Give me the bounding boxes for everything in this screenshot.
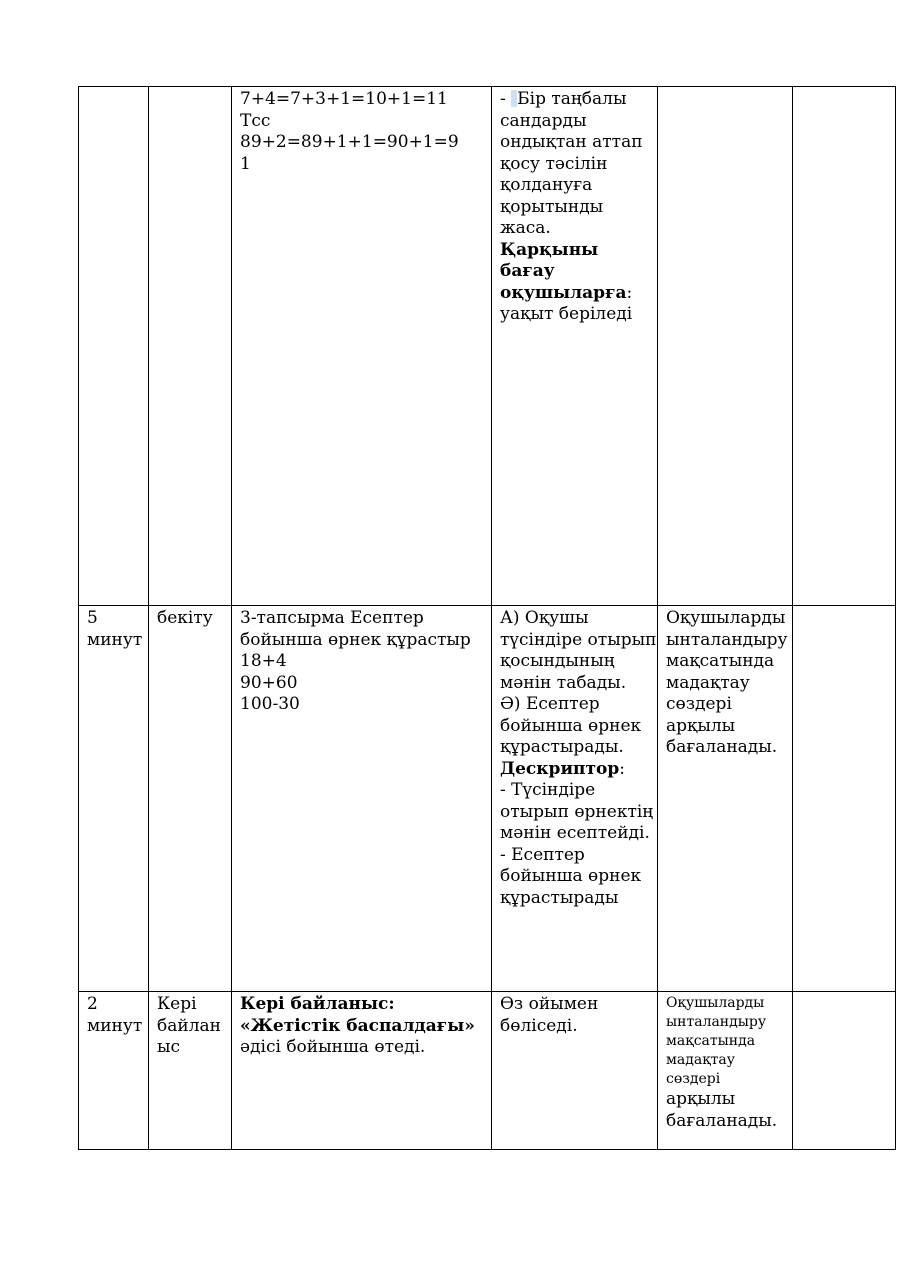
descriptor-line <box>500 759 657 781</box>
descriptor-colon: : <box>619 758 625 779</box>
student-line: Ә) Есептер бойынша өрнек құрастырады. <box>500 694 642 757</box>
dash-prefix: - <box>500 89 512 109</box>
student-activity-cell: Өз ойымен бөліседі. <box>492 992 658 1150</box>
stage-cell <box>149 87 232 606</box>
activity-line: 7+4=7+3+1=10+1=11 <box>240 89 448 109</box>
activity-cell <box>232 87 492 606</box>
activity-line: 89+2=89+1+1=90+1=9 <box>240 132 459 152</box>
student-line: - Түсіндіре отырып өрнектің мәнін есептейді. <box>500 780 654 843</box>
assessment-cell <box>658 87 793 606</box>
stage-cell: Кері байланыс <box>149 992 232 1150</box>
table-row <box>79 606 896 992</box>
resources-cell <box>793 87 896 606</box>
activity-cell <box>232 992 492 1150</box>
assessment-cell: Оқушыларды ынталандыру мақсатында мадақтау сөздері арқылы бағаланады. <box>658 606 793 992</box>
stage-cell: бекіту <box>149 606 232 992</box>
activity-line: 18+4 <box>240 651 287 671</box>
activity-cell <box>232 606 492 992</box>
assessment-text: арқылы бағаланады. <box>666 1089 778 1131</box>
activity-line: Тсс <box>240 110 271 131</box>
student-text-2: : уақыт беріледі <box>500 282 633 324</box>
lesson-plan-table <box>78 86 896 1150</box>
time-cell: 5 минут <box>79 606 149 992</box>
table-row <box>79 87 896 606</box>
assessment-small-text: Оқушыларды ынталандыру мақсатында мадақтау сөздері <box>666 995 767 1087</box>
student-activity-cell <box>492 87 658 606</box>
activity-line: 1 <box>240 153 251 174</box>
student-line: - Есептер бойынша өрнек құрастырады <box>500 844 642 908</box>
descriptor-label: Дескриптор <box>500 758 620 779</box>
table-row <box>79 992 896 1150</box>
student-text: Бір таңбалы сандарды ондықтан аттап қосу тәсілін қолдануға қорытынды жаса. <box>500 89 643 238</box>
resources-cell <box>793 992 896 1150</box>
time-cell <box>79 87 149 606</box>
assessment-cell <box>658 992 793 1150</box>
time-cell: 2 минут <box>79 992 149 1150</box>
student-line: А) Оқушы түсіндіре отырып қосындының мәнін табады. <box>500 608 657 693</box>
activity-line: 100-30 <box>240 694 300 714</box>
resources-cell <box>793 606 896 992</box>
method-name: «Жетістік баспалдағы» <box>240 1015 475 1036</box>
pace-label: Қарқыны бағау оқушыларға <box>500 239 627 303</box>
activity-line: 90+60 <box>240 672 298 693</box>
activity-line: 3-тапсырма Есептер бойынша өрнек құрастыр <box>240 608 471 650</box>
activity-text: әдісі бойынша өтеді. <box>240 1037 426 1057</box>
feedback-label: Кері байланыс: <box>240 994 395 1014</box>
student-activity-cell <box>492 606 658 992</box>
